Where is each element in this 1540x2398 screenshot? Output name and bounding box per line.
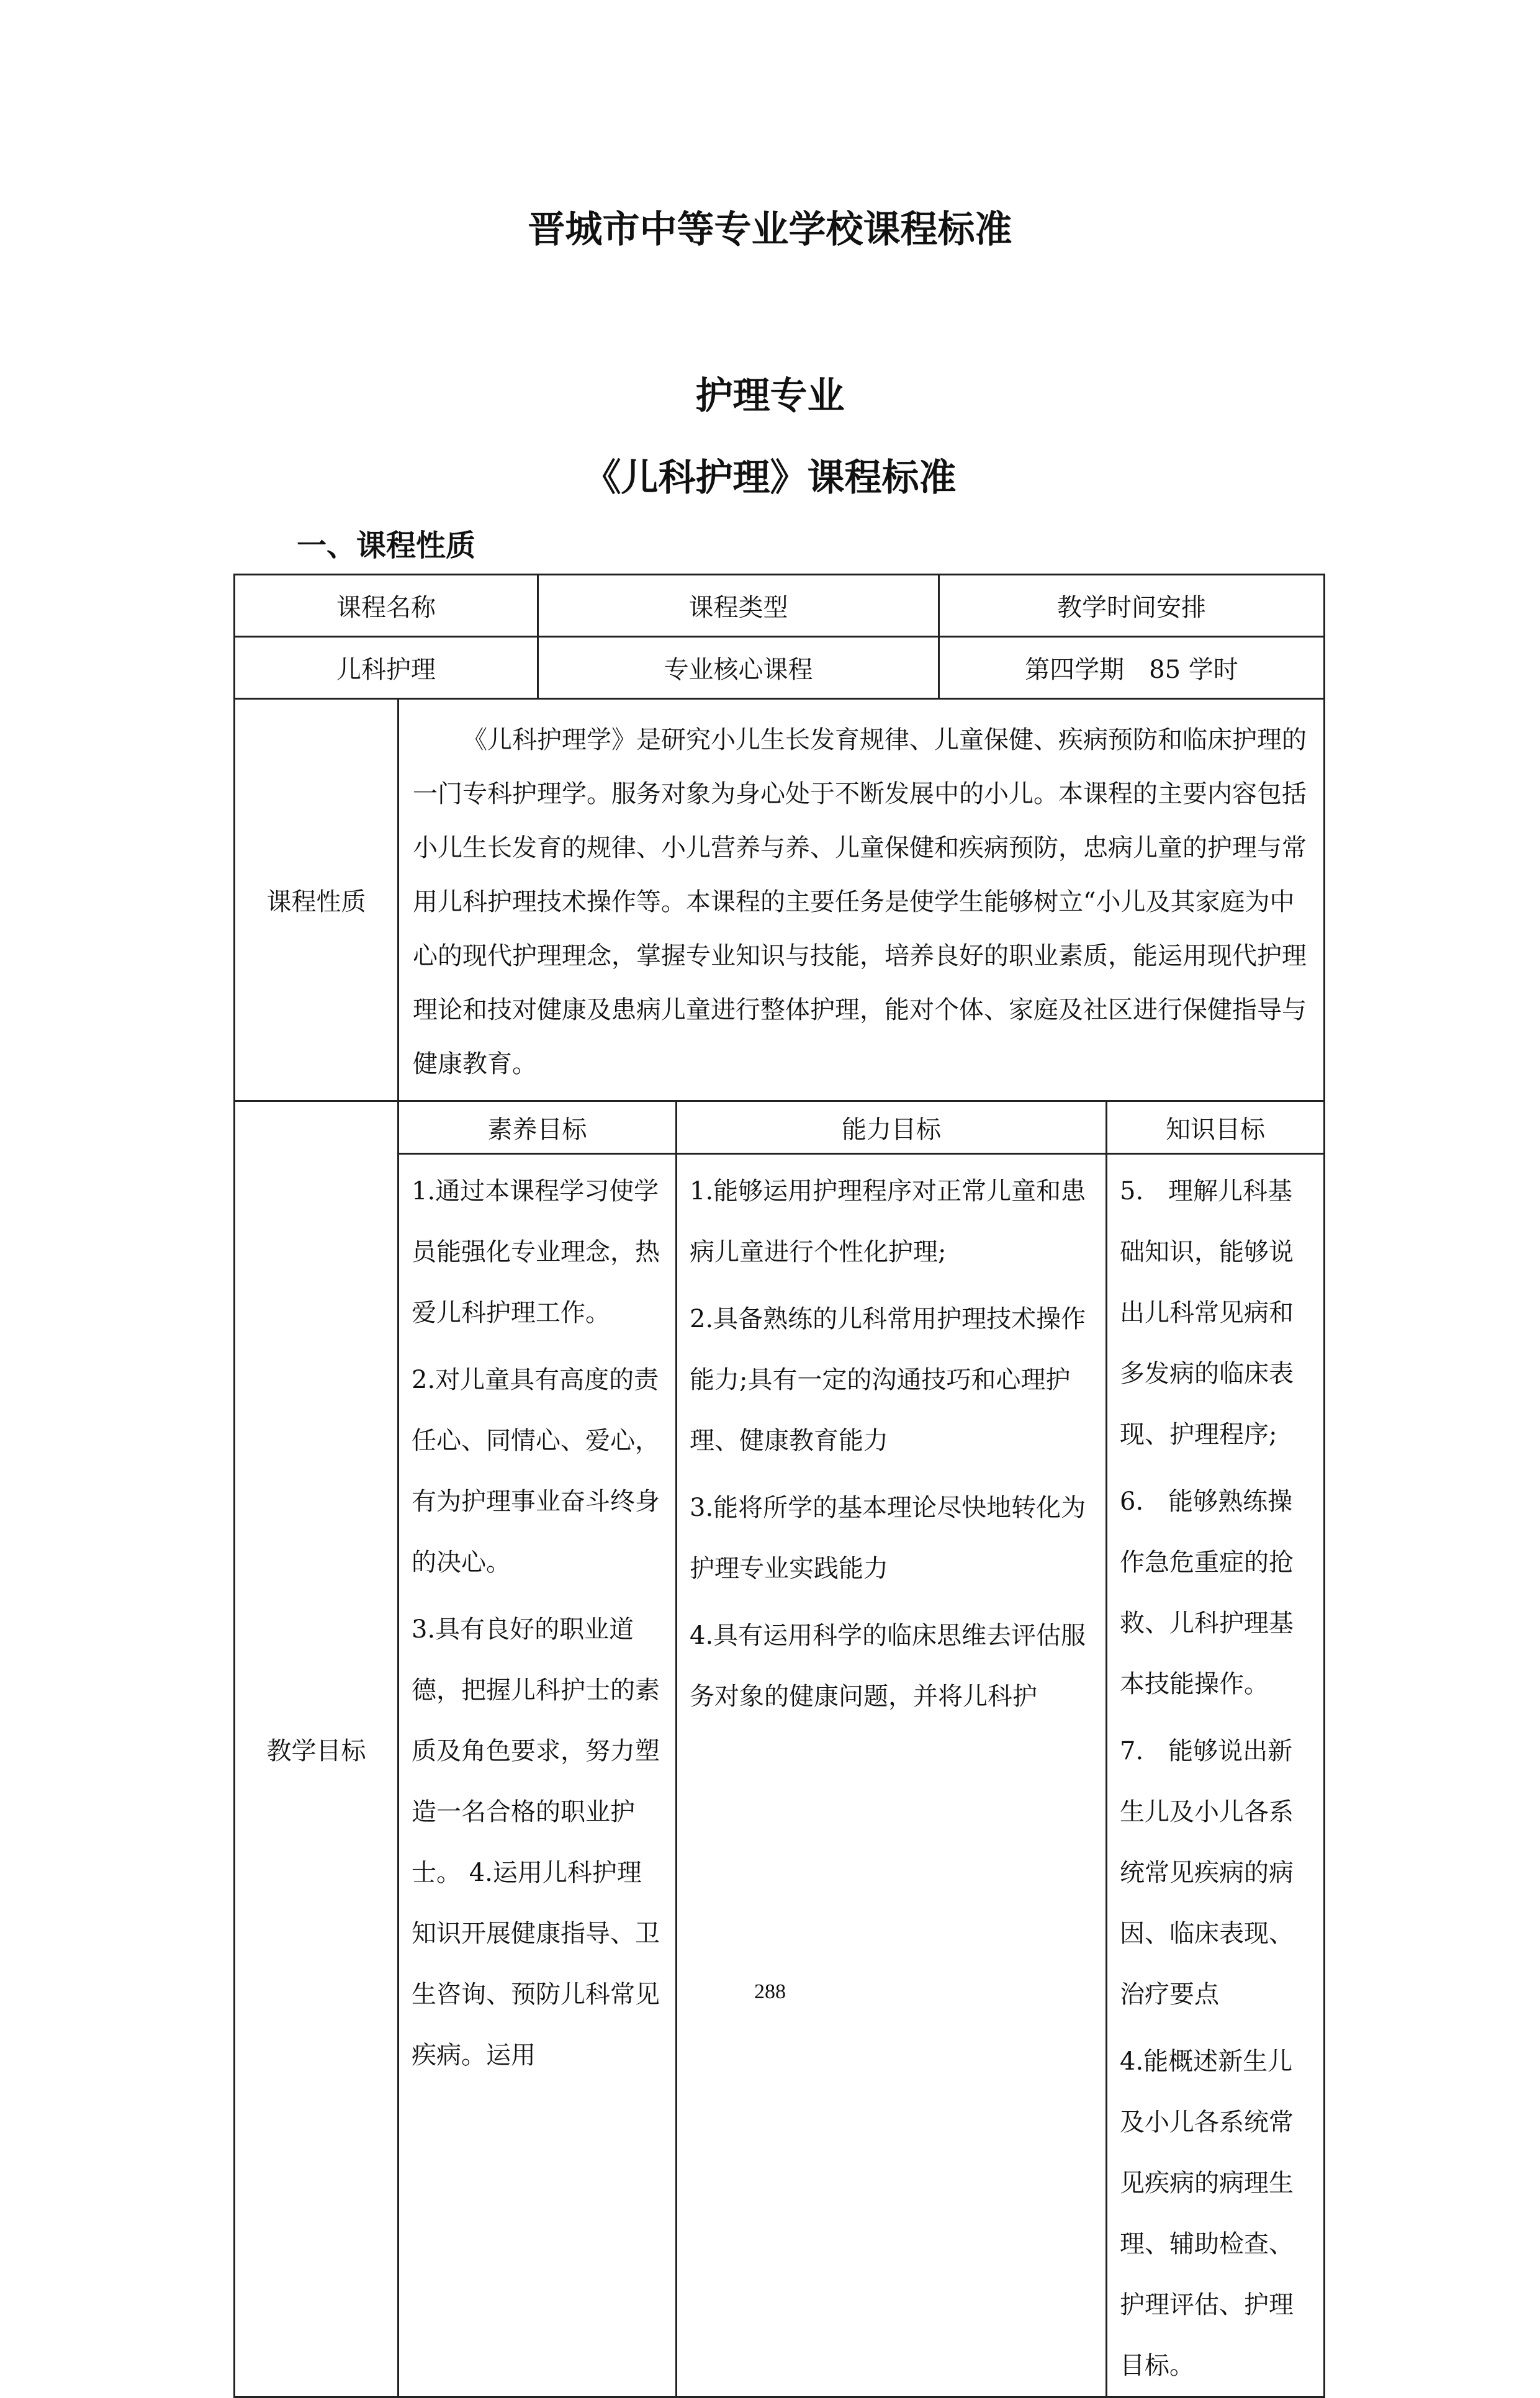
nature-text: 《儿科护理学》是研究小儿生长发育规律、儿童保健、疾病预防和临床护理的一门专科护理学。服务对象为身心处于不断发展中的小儿。本课程的主要内容包括小儿生长发育的规律、小儿营养与养、儿童保健和疾病预防，忠病儿童的护理与常用儿科护理技术操作等。本课程的主要任务是使学生能够树立“小儿及其家庭为中心的现代护理理念，掌握专业知识与技能，培养良好的职业素质，能运用现代护理理论和技对健康及患病儿童进行整体护理，能对个体、家庭及社区进行保健指导与健康教育。 [399, 699, 1325, 1101]
literacy-goal-item: 3.具有良好的职业道德，把握儿科护士的素质及角色要求，努力塑造一名合格的职业护士。 4.运用儿科护理知识开展健康指导、卫生咨询、预防儿科常见疾病。运用 [412, 1615, 660, 2070]
goals-label: 教学目标 [235, 1101, 399, 2397]
knowledge-goal-item: 4.能概述新生儿及小儿各系统常见疾病的病理生理、辅助检查、护理评估、护理目标。 [1120, 2047, 1294, 2380]
knowledge-goal-item: 7. 能够说出新生儿及小儿各系统常见疾病的病因、临床表现、治疗要点 [1120, 1737, 1294, 2009]
ability-goal-item: 4.具有运用科学的临床思维去评估服务对象的健康问题，并将儿科护 [690, 1621, 1086, 1711]
info-row [235, 637, 1325, 699]
major-title: 护理专业 [695, 374, 845, 418]
literacy-goals [399, 1154, 677, 2397]
knowledge-goal-item: 5. 理解儿科基础知识，能够说出儿科常见病和多发病的临床表现、护理程序; [1120, 1177, 1294, 1449]
ability-goal-header: 能力目标 [677, 1101, 1107, 1154]
course-title: 《儿科护理》课程标准 [583, 456, 957, 500]
course-standard-table [233, 574, 1325, 2398]
knowledge-goal-header: 知识目标 [1107, 1101, 1325, 1154]
ability-goal-item: 2.具备熟练的儿科常用护理技术操作能力;具有一定的沟通技巧和心理护理、健康教育能力 [690, 1305, 1086, 1455]
schedule-value: 第四学期 85 学时 [939, 637, 1325, 699]
nature-row [235, 699, 1325, 1101]
header-row [235, 575, 1325, 637]
page-number: 288 [754, 1980, 786, 2003]
header-schedule: 教学时间安排 [939, 575, 1325, 637]
literacy-goal-item: 1.通过本课程学习使学员能强化专业理念，热爱儿科护理工作。 [412, 1177, 660, 1327]
course-name-value: 儿科护理 [235, 637, 538, 699]
ability-goal-item: 1.能够运用护理程序对正常儿童和患病儿童进行个性化护理; [690, 1177, 1086, 1266]
header-course-name: 课程名称 [235, 575, 538, 637]
literacy-goal-header: 素养目标 [399, 1101, 677, 1154]
header-course-type: 课程类型 [538, 575, 939, 637]
section-heading: 一、课程性质 [297, 528, 476, 563]
literacy-goal-item: 2.对儿童具有高度的责任心、同情心、爱心，有为护理事业奋斗终身的决心。 [412, 1366, 660, 1577]
course-type-value: 专业核心课程 [538, 637, 939, 699]
knowledge-goal-item: 6. 能够熟练操作急危重症的抢救、儿科护理基本技能操作。 [1120, 1487, 1294, 1698]
goal-header-row [235, 1101, 1325, 1154]
ability-goals [677, 1154, 1107, 2397]
goal-content-row [235, 1154, 1325, 2397]
knowledge-goals [1107, 1154, 1325, 2397]
ability-goal-item: 3.能将所学的基本理论尽快地转化为护理专业实践能力 [690, 1494, 1086, 1583]
nature-label: 课程性质 [235, 699, 399, 1101]
document-title: 晋城市中等专业学校课程标准 [528, 208, 1012, 251]
